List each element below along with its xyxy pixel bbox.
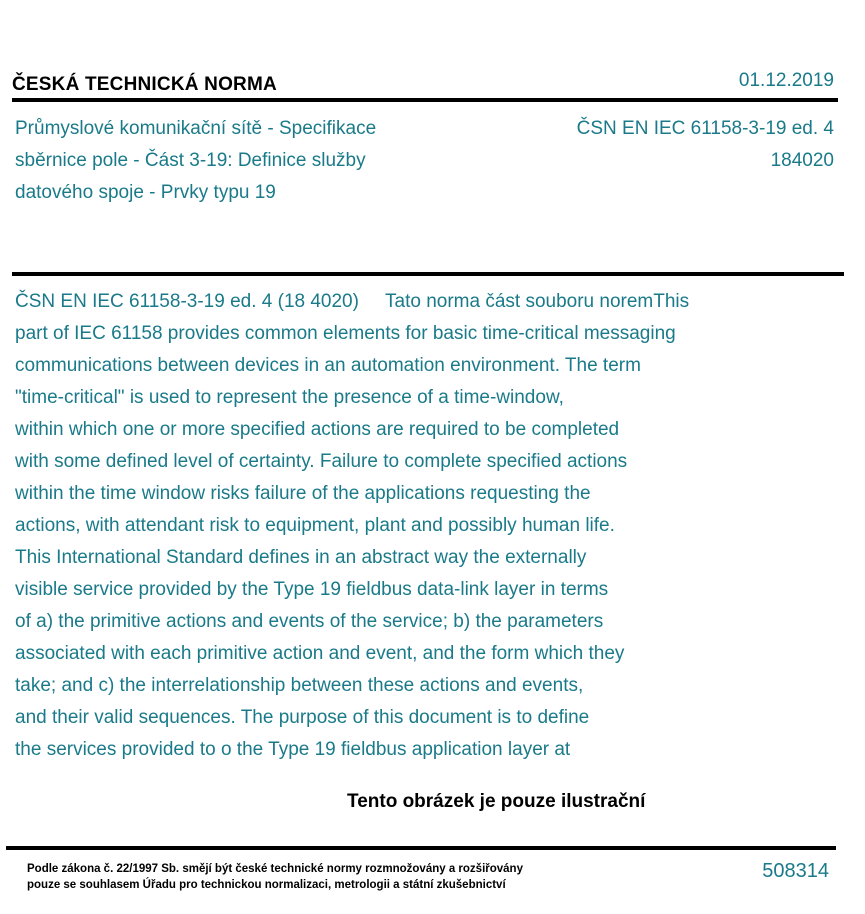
header-rule bbox=[12, 98, 838, 102]
title-line: datového spoje - Prvky typu 19 bbox=[15, 182, 276, 203]
legal-notice bbox=[27, 861, 523, 893]
body-line: of a) the primitive actions and events of the service; b) the parameters bbox=[15, 611, 604, 632]
body-line: the services provided to o the Type 19 fieldbus application layer at bbox=[15, 739, 571, 760]
body-line: associated with each primitive action and event, and the form which they bbox=[15, 643, 625, 664]
body-line: within which one or more specified actions are required to be completed bbox=[15, 419, 620, 440]
body-line: within the time window risks failure of the applications requesting the bbox=[15, 483, 591, 504]
body-line: with some defined level of certainty. Failure to complete specified actions bbox=[15, 451, 628, 472]
legal-line: Podle zákona č. 22/1997 Sb. smějí být české technické normy rozmnožovány a rozšiřovány bbox=[27, 863, 523, 875]
body-line: ČSN EN IEC 61158-3-19 ed. 4 (18 4020) Tato norma část souboru noremThis bbox=[15, 291, 690, 312]
legal-line: pouze se souhlasem Úřadu pro technickou normalizaci, metrologii a státní zkušebnictví bbox=[27, 879, 506, 891]
title-line: Průmyslové komunikační sítě - Specifikace bbox=[15, 118, 377, 139]
body-line: "time-critical" is used to represent the presence of a time-window, bbox=[15, 387, 564, 408]
document-title bbox=[15, 113, 465, 209]
body-line: actions, with attendant risk to equipment, plant and possibly human life. bbox=[15, 515, 615, 536]
body-line: visible service provided by the Type 19 fieldbus data-link layer in terms bbox=[15, 579, 609, 600]
standard-code-block bbox=[577, 113, 834, 177]
section-rule bbox=[12, 272, 844, 276]
header-date: 01.12.2019 bbox=[738, 70, 834, 91]
abstract-text bbox=[15, 286, 855, 766]
body-line: take; and c) the interrelationship between these actions and events, bbox=[15, 675, 584, 696]
footer-rule bbox=[6, 846, 836, 850]
header-title: ČESKÁ TECHNICKÁ NORMA bbox=[12, 74, 277, 95]
body-line: communications between devices in an automation environment. The term bbox=[15, 355, 641, 376]
document-number: 508314 bbox=[762, 860, 829, 882]
standard-code: ČSN EN IEC 61158-3-19 ed. 4 bbox=[576, 118, 834, 139]
class-number: 184020 bbox=[770, 150, 834, 171]
body-line: and their valid sequences. The purpose of this document is to define bbox=[15, 707, 590, 728]
body-line: This International Standard defines in an abstract way the externally bbox=[15, 547, 587, 568]
body-line: part of IEC 61158 provides common elements for basic time-critical messaging bbox=[15, 323, 676, 344]
title-line: sběrnice pole - Část 3-19: Definice služby bbox=[15, 150, 366, 171]
illustration-notice: Tento obrázek je pouze ilustrační bbox=[347, 791, 646, 812]
